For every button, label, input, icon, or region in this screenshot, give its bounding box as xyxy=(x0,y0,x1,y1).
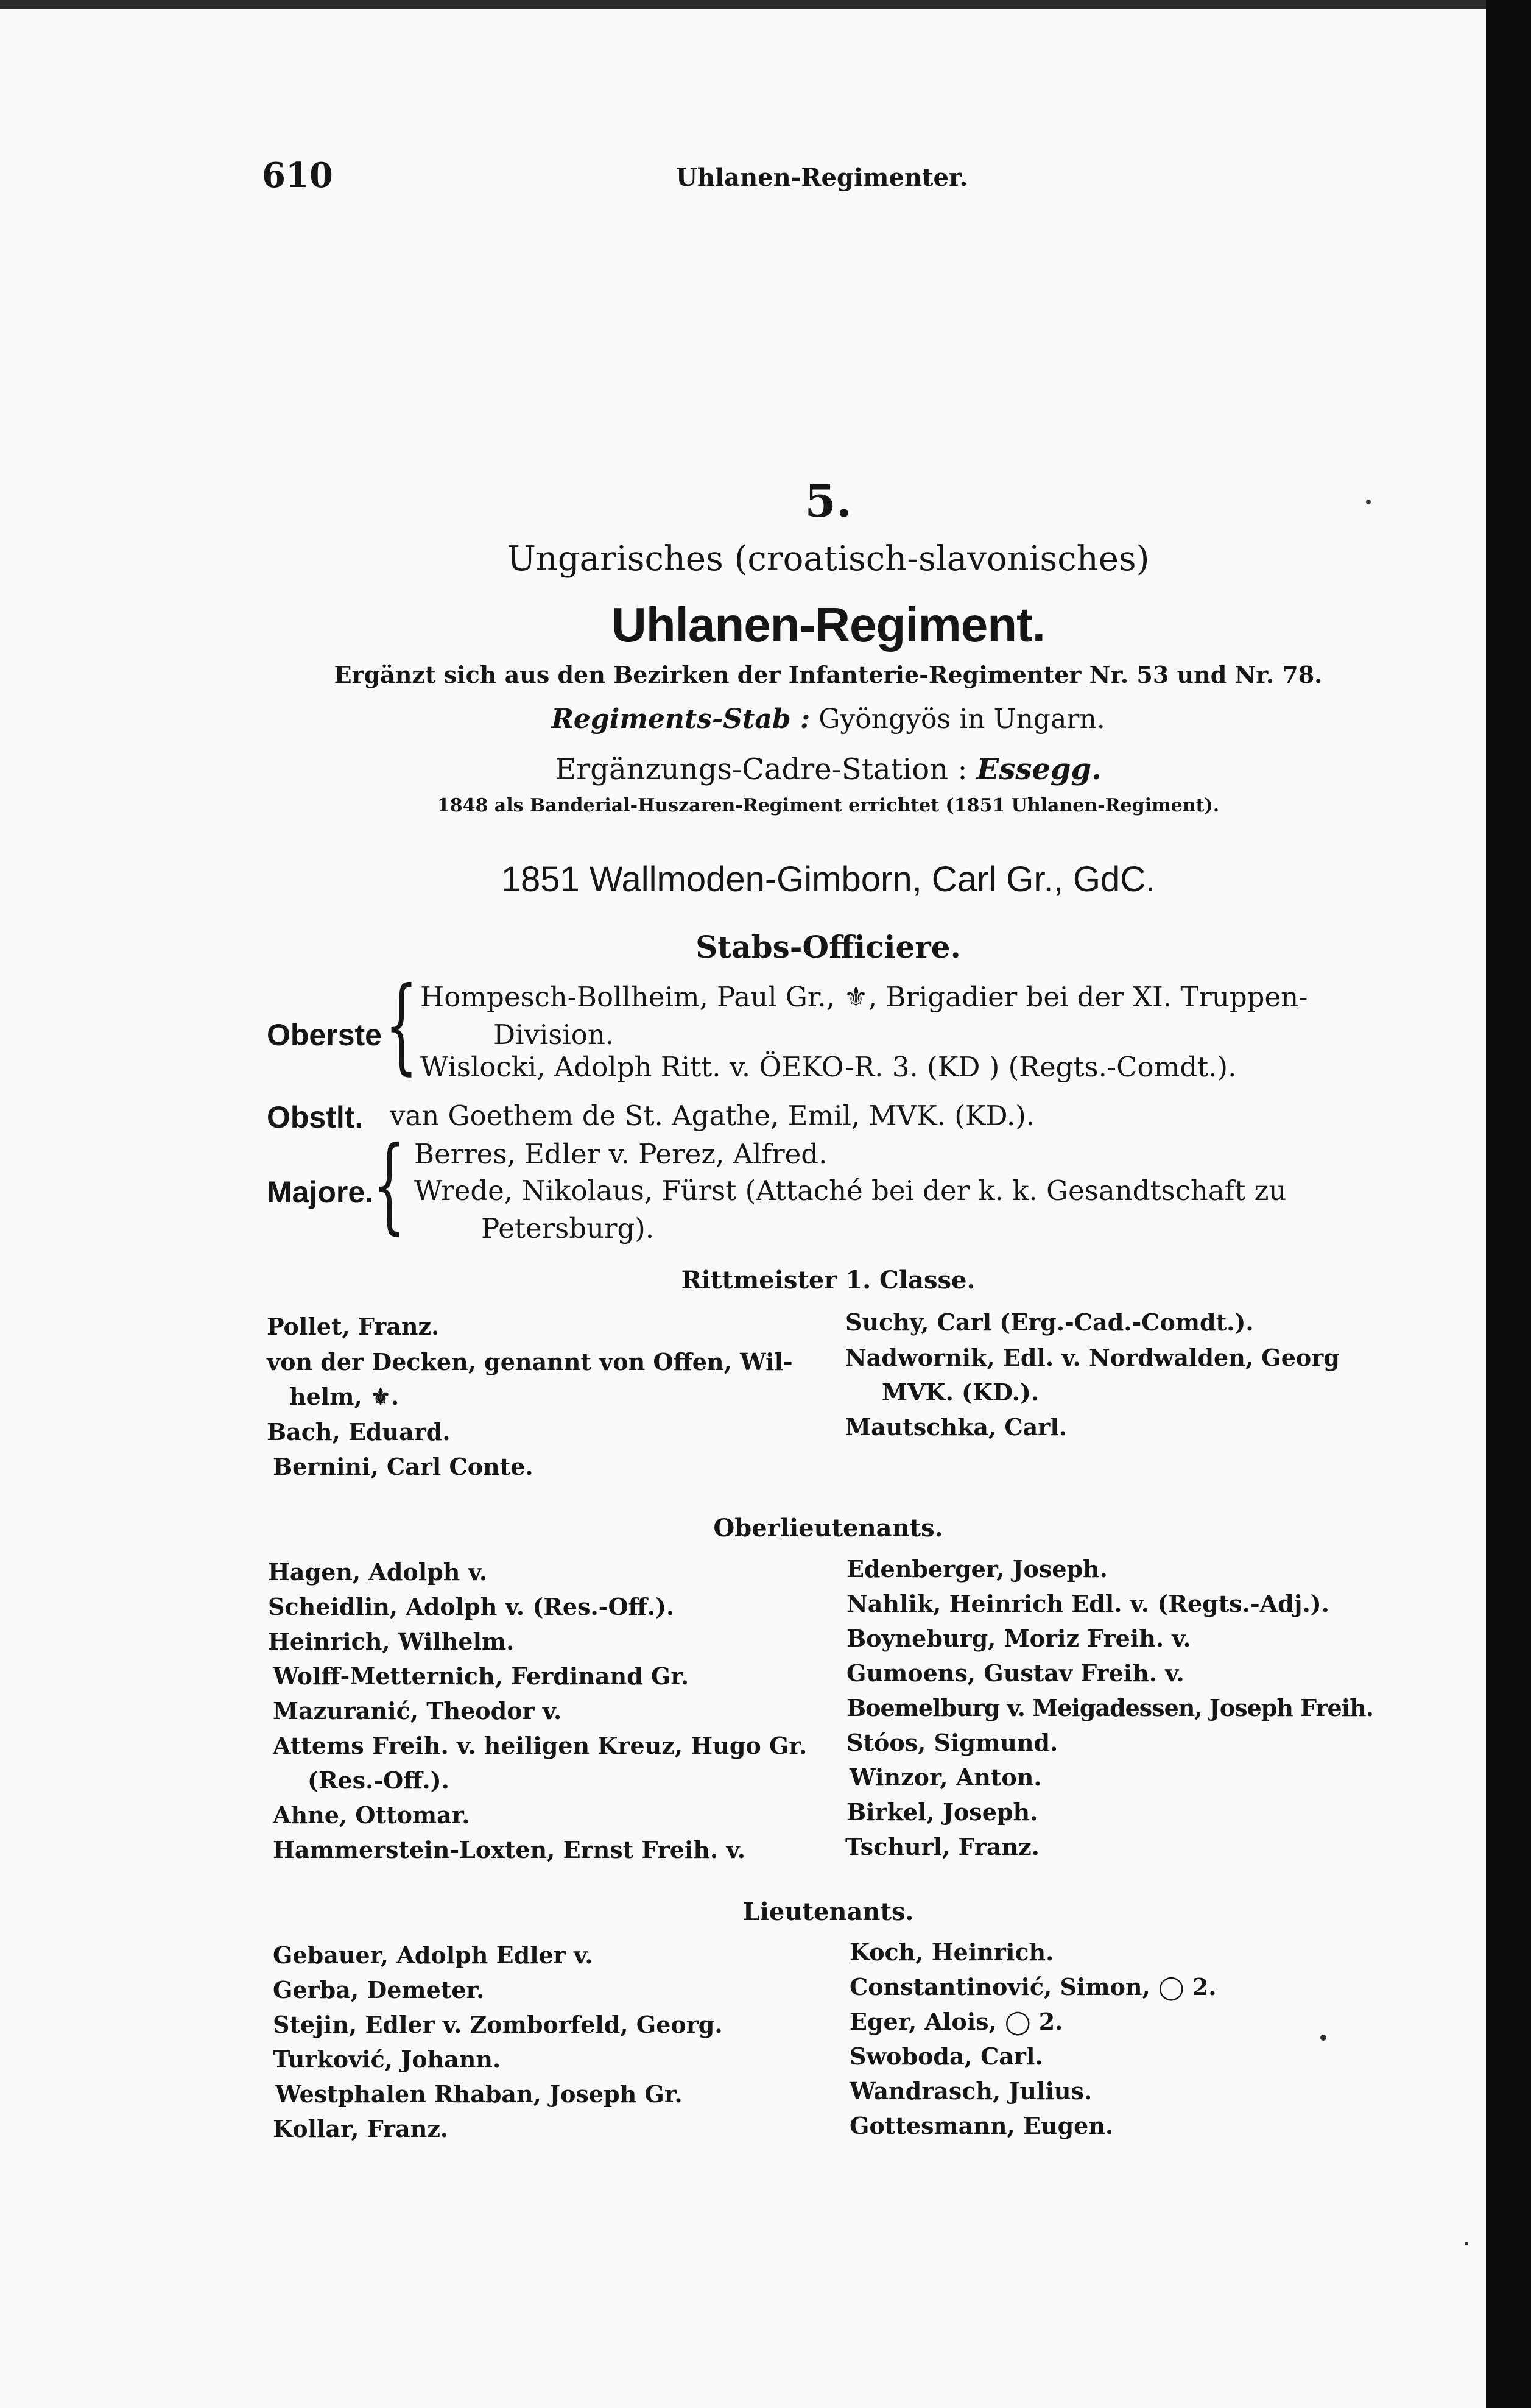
oberste-line: Wislocki, Adolph Ritt. v. ÖEKO-R. 3. (KD ) (Regts.-Comdt.). xyxy=(420,1051,1237,1083)
list-item: Constantinović, Simon, ◯ 2. xyxy=(850,1973,1217,2000)
majore-line: Wrede, Nikolaus, Fürst (Attaché bei der k. k. Gesandtschaft zu xyxy=(414,1174,1287,1207)
majore-brace: { xyxy=(373,1125,406,1245)
list-item: MVK. (KD.). xyxy=(882,1379,1040,1406)
list-item: Koch, Heinrich. xyxy=(850,1938,1054,1966)
list-item: Birkel, Joseph. xyxy=(846,1798,1038,1826)
list-item: Ahne, Ottomar. xyxy=(273,1801,470,1829)
list-item: Heinrich, Wilhelm. xyxy=(268,1628,515,1655)
cadre-station-line xyxy=(256,752,1401,786)
list-item: Gebauer, Adolph Edler v. xyxy=(273,1941,593,1969)
list-item: Pollet, Franz. xyxy=(267,1313,440,1340)
staff-value: Gyöngyös in Ungarn. xyxy=(818,704,1105,735)
list-item: Stóos, Sigmund. xyxy=(846,1729,1058,1756)
list-item: von der Decken, genannt von Offen, Wil- xyxy=(267,1348,793,1375)
list-item: Kollar, Franz. xyxy=(273,2115,449,2142)
list-item: helm, ⚜. xyxy=(289,1383,399,1410)
founded-line: 1848 als Banderial-Huszaren-Regiment errichtet (1851 Uhlanen-Regiment). xyxy=(437,795,1220,816)
scan-speck xyxy=(1320,2035,1326,2041)
oberlieutenants-heading: Oberlieutenants. xyxy=(713,1514,943,1542)
list-item: Wandrasch, Julius. xyxy=(850,2077,1093,2105)
majore-label: Majore. xyxy=(267,1175,374,1209)
list-item: Boyneburg, Moriz Freih. v. xyxy=(846,1625,1191,1652)
list-item: Nahlik, Heinrich Edl. v. (Regts.-Adj.). xyxy=(846,1590,1329,1617)
rittmeister-heading: Rittmeister 1. Classe. xyxy=(681,1266,976,1294)
list-item: Wolff-Metternich, Ferdinand Gr. xyxy=(273,1662,689,1690)
list-item: Edenberger, Joseph. xyxy=(846,1555,1108,1583)
list-item: Winzor, Anton. xyxy=(850,1764,1042,1791)
cadre-label: Ergänzungs-Cadre-Station : xyxy=(555,752,968,786)
scan-right-edge xyxy=(1486,0,1531,2408)
cadre-value: Essegg. xyxy=(976,752,1102,786)
list-item: Eger, Alois, ◯ 2. xyxy=(850,2008,1063,2035)
list-item: Hagen, Adolph v. xyxy=(268,1558,488,1586)
page-number: 610 xyxy=(262,155,333,196)
list-item: (Res.-Off.). xyxy=(308,1767,449,1794)
running-title: Uhlanen-Regimenter. xyxy=(676,163,968,192)
list-item: Mautschka, Carl. xyxy=(845,1413,1067,1441)
lieutenants-heading: Lieutenants. xyxy=(742,1898,914,1926)
list-item: Gumoens, Gustav Freih. v. xyxy=(846,1659,1184,1687)
list-item: Mazuranić, Theodor v. xyxy=(273,1697,562,1725)
regiment-number: 5. xyxy=(804,475,852,528)
list-item: Westphalen Rhaban, Joseph Gr. xyxy=(275,2080,683,2108)
regiment-title: Uhlanen-Regiment. xyxy=(611,598,1045,652)
oberste-line: Division. xyxy=(493,1019,614,1051)
inhaber-line: 1851 Wallmoden-Gimborn, Carl Gr., GdC. xyxy=(501,860,1156,899)
list-item: Turković, Johann. xyxy=(273,2046,501,2073)
list-item: Stejin, Edler v. Zomborfeld, Georg. xyxy=(273,2011,723,2038)
obstlt-label: Obstlt. xyxy=(267,1100,364,1134)
regiment-staff-line xyxy=(256,704,1401,735)
scan-speck xyxy=(1366,500,1371,504)
complement-line: Ergänzt sich aus den Bezirken der Infanterie-Regimenter Nr. 53 und Nr. 78. xyxy=(334,661,1323,688)
majore-line: Petersburg). xyxy=(481,1212,655,1245)
stabs-officiere-heading: Stabs-Officiere. xyxy=(695,929,961,965)
list-item: Hammerstein-Loxten, Ernst Freih. v. xyxy=(273,1836,745,1863)
oberste-brace: { xyxy=(385,965,418,1086)
list-item: Attems Freih. v. heiligen Kreuz, Hugo Gr. xyxy=(273,1732,808,1759)
list-item: Gottesmann, Eugen. xyxy=(850,2112,1114,2139)
list-item: Nadwornik, Edl. v. Nordwalden, Georg xyxy=(845,1344,1340,1371)
scan-speck xyxy=(1465,2242,1468,2245)
list-item: Suchy, Carl (Erg.-Cad.-Comdt.). xyxy=(845,1308,1254,1336)
regiment-subtitle: Ungarisches (croatisch-slavonisches) xyxy=(507,539,1150,579)
list-item: Scheidlin, Adolph v. (Res.-Off.). xyxy=(268,1593,675,1620)
list-item: Tschurl, Franz. xyxy=(845,1833,1040,1860)
list-item: Bernini, Carl Conte. xyxy=(273,1453,533,1480)
scan-top-edge xyxy=(0,0,1486,9)
list-item: Gerba, Demeter. xyxy=(273,1976,485,2004)
majore-line: Berres, Edler v. Perez, Alfred. xyxy=(414,1138,828,1170)
oberste-label: Oberste xyxy=(267,1018,382,1052)
list-item: Swoboda, Carl. xyxy=(850,2043,1043,2070)
list-item: Boemelburg v. Meigadessen, Joseph Freih. xyxy=(846,1694,1373,1721)
staff-label: Regiments-Stab : xyxy=(551,704,811,735)
obstlt-line: van Goethem de St. Agathe, Emil, MVK. (KD.). xyxy=(390,1100,1035,1132)
list-item: Bach, Eduard. xyxy=(267,1418,451,1446)
oberste-line: Hompesch-Bollheim, Paul Gr., ⚜, Brigadier bei der XI. Truppen- xyxy=(420,981,1308,1013)
